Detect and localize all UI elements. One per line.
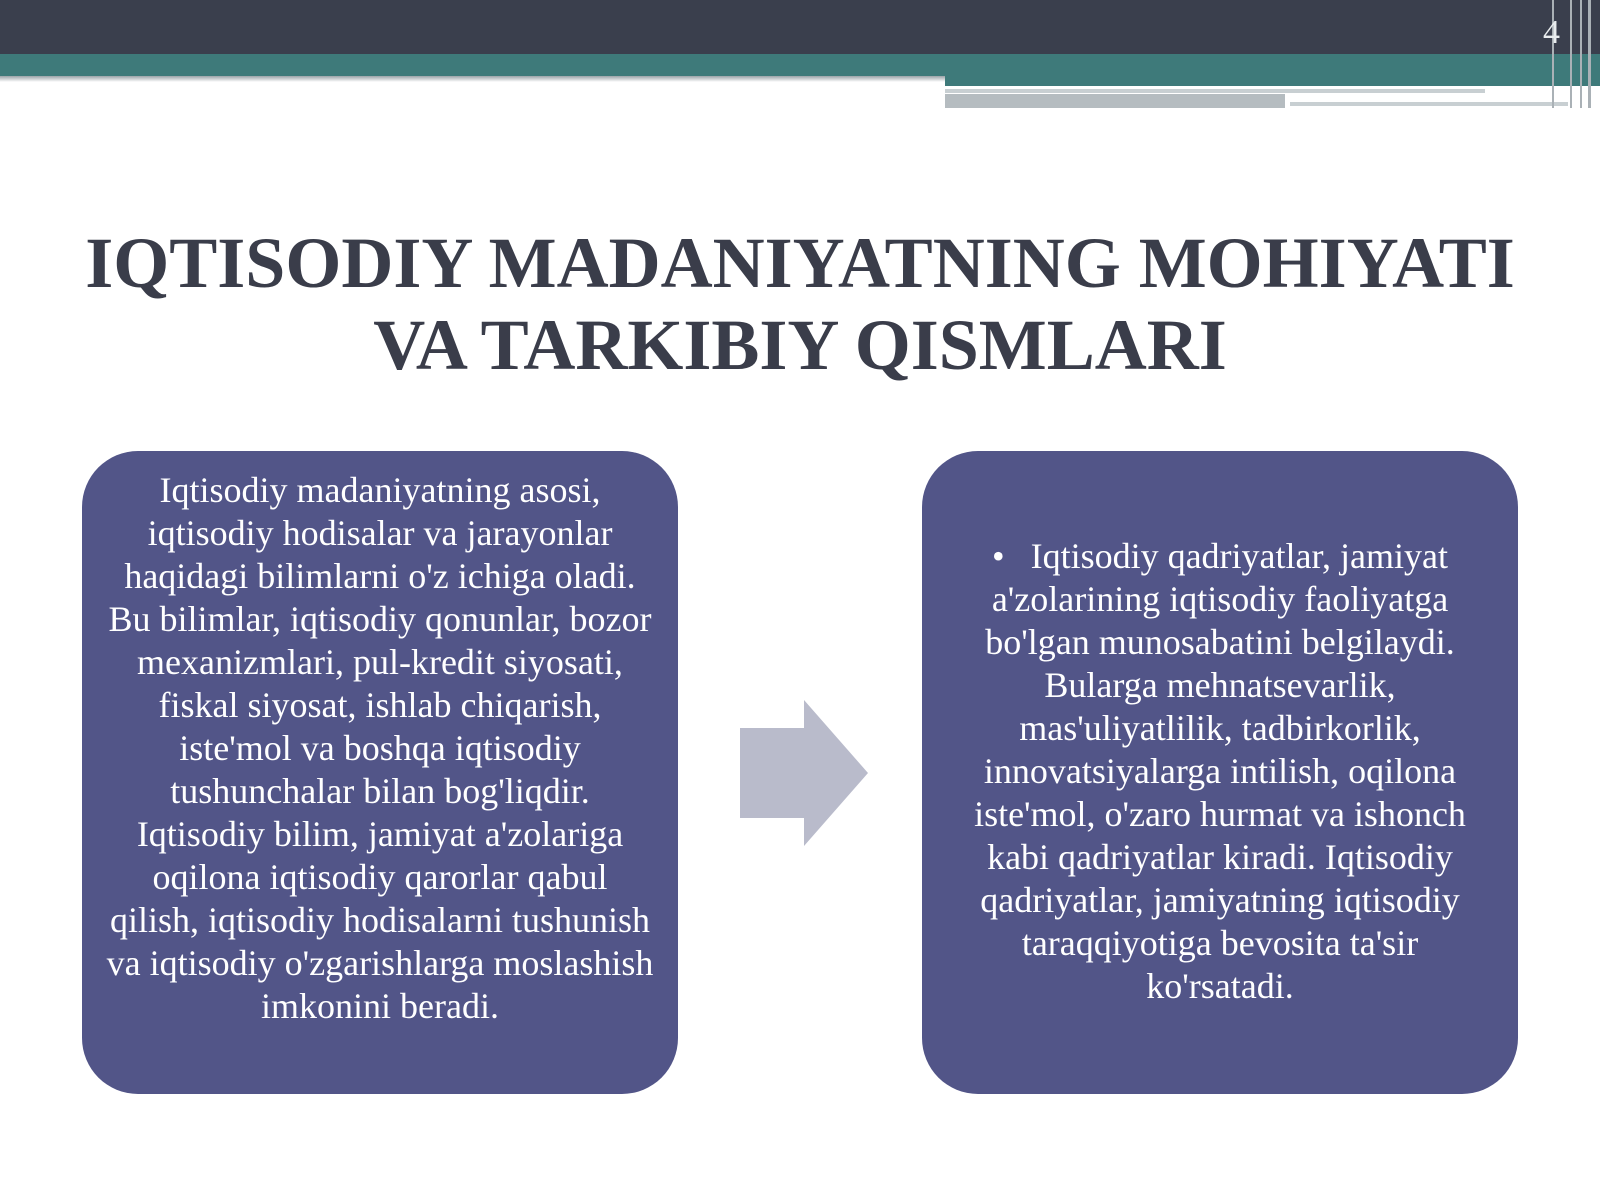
- header-line: [945, 89, 1485, 93]
- header-line: [1290, 102, 1568, 106]
- right-arrow-shape: [740, 700, 868, 846]
- header-teal-strip: [0, 54, 1600, 76]
- right-box: [922, 451, 1518, 1094]
- left-box: [82, 451, 678, 1094]
- header-gray-bar: [945, 94, 1285, 108]
- bullet-icon: •: [991, 536, 1005, 576]
- right-box-text: Iqtisodiy qadriyatlar, jamiyat a'zolarining iqtisodiy faoliyatga bo'lgan munosabatini belgilaydi. Bularga mehnatsevarlik, mas'uliyatlilik, tadbirkorlik, innovatsiyalarga intilish, oqilona iste'mol, o'zaro hurmat va ishonch kabi qadriyatlar kiradi. Iqtisodiy qadriyatlar, jamiyatning iqtisodiy taraqqiyotiga bevosita ta'sir ko'rsatadi.: [974, 536, 1466, 1006]
- right-arrow-icon: [740, 700, 868, 846]
- header-divider: [1570, 0, 1572, 108]
- header-shadow: [0, 76, 945, 82]
- header-divider: [1580, 0, 1582, 108]
- header-band: [0, 0, 1600, 54]
- header-divider: [1588, 0, 1591, 108]
- left-box-text: Iqtisodiy madaniyatning asosi, iqtisodiy hodisalar va jarayonlar haqidagi bilimlarni o'z ichiga oladi. Bu bilimlar, iqtisodiy qonunlar, bozor mexanizmlari, pul-kredit siyosati, fiskal siyosat, ishlab chiqarish, iste'mol va boshqa iqtisodiy tushunchalar bilan bog'liqdir. Iqtisodiy bilim, jamiyat a'zolariga oqilona iqtisodiy qarorlar qabul qilish, iqtisodiy hodisalarni tushunish va iqtisodiy o'zgarishlarga moslashish imkonini beradi.: [106, 470, 654, 1026]
- slide-title: IQTISODIY MADANIYATNING MOHIYATI VA TARKIBIY QISMLARI: [85, 223, 1515, 385]
- header-teal-step: [945, 76, 1600, 86]
- page-number: 4: [1543, 14, 1560, 51]
